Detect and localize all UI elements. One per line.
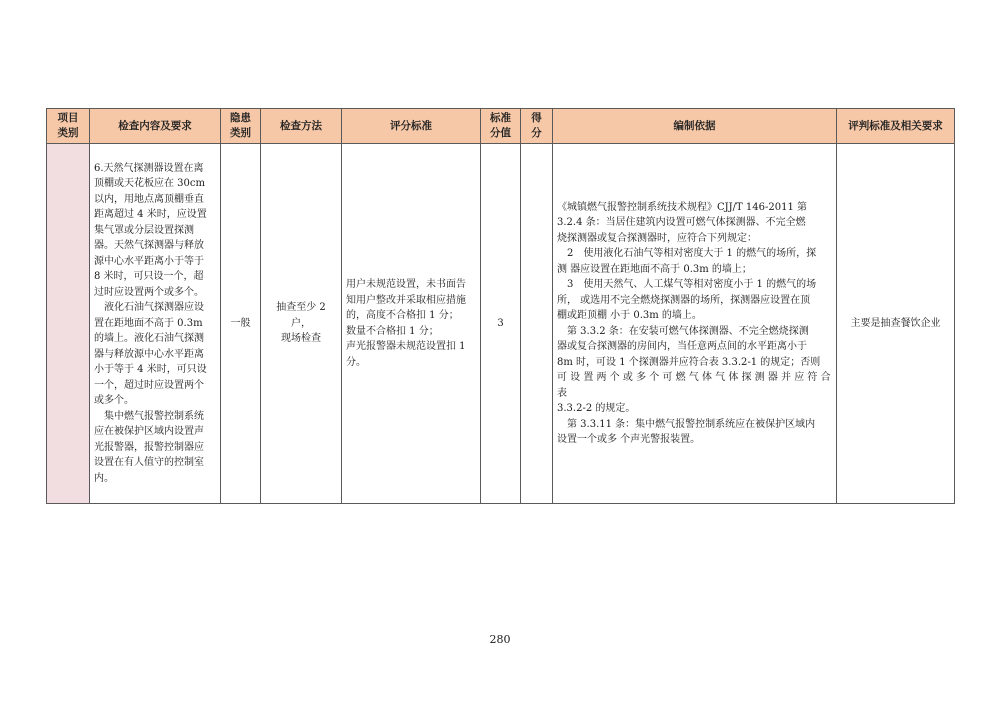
content-cell (90, 144, 221, 504)
category-cell (47, 144, 90, 504)
criteria-text: 用户未规范设置，未书面告 知用户整改并采取相应措施 的，高度不合格扣 1 分； 数量不合格扣 1 分； 声光报警器未规范设置扣 1 分。 (346, 279, 466, 368)
judge-cell: 主要是抽查餐饮企业 (837, 144, 955, 504)
header-content: 检查内容及要求 (90, 109, 221, 144)
basis-paragraph-2: 2 使用液化石油气等相对密度大于 1 的燃气的场所，探 测 器应设置在距地面不高于 0.3m 的墙上； (557, 248, 817, 275)
score-cell (521, 144, 553, 504)
header-hazard: 隐患 类别 (221, 109, 261, 144)
content-paragraph-natural-gas: 6.天然气探测器设置在离 顶棚或天花板应在 30cm 以内，用地点离顶棚垂直 距离超过 4 米时，应设置 集气罩或分层设置探测 器。天然气探测器与释放 源中心水平距离小于等于 8 米时，可只设一个，超 过时应设置两个或多个。 (94, 162, 207, 298)
page-number: 280 (489, 633, 511, 646)
criteria-cell (342, 144, 481, 504)
basis-paragraph-1: 《城镇燃气报警控制系统技术规程》CJJ/T 146-2011 第 3.2.4 条：当居住建筑内设置可燃气体探测器、不完全燃 烧探测器或复合探测器时，应符合下列规定： (557, 201, 807, 244)
basis-paragraph-4: 第 3.3.2 条：在安装可燃气体探测器、不完全燃烧探测 器或复合探测器的房间内，当任意两点间的水平距离小于 8m 时，可设 1 个探测器并应符合表 3.3.2-1 的规定；否则 可 设 置 两 个 或 多 个 可 燃 气 体 气 体 探 测 器 并 应 符 合 表 3.3.2-2 的规定。 (557, 325, 831, 414)
table-header-row (47, 109, 955, 144)
method-cell: 抽查至少 2 户， 现场检查 (261, 144, 342, 504)
header-method: 检查方法 (261, 109, 342, 144)
inspection-table (46, 108, 955, 504)
header-standard: 标准 分值 (481, 109, 521, 144)
content-paragraph-lpg: 液化石油气探测器应设 置在距地面不高于 0.3m 的墙上。液化石油气探测 器与释放源中心水平距离 小于等于 4 米时，可只设 一个，超过时应设置两个 或多个。 (94, 302, 207, 407)
header-category: 项目 类别 (47, 109, 90, 144)
header-judge: 评判标准及相关要求 (837, 109, 955, 144)
basis-paragraph-5: 第 3.3.11 条：集中燃气报警控制系统应在被保护区域内 设置一个或多 个声光警报装置。 (557, 418, 816, 445)
header-criteria: 评分标准 (342, 109, 481, 144)
header-basis: 编制依据 (553, 109, 837, 144)
header-score: 得 分 (521, 109, 553, 144)
table-row (47, 144, 955, 504)
basis-cell (553, 144, 837, 504)
basis-paragraph-3: 3 使用天然气、人工煤气等相对密度小于 1 的燃气的场 所， 或选用不完全燃烧探测器的场所，探测器应设置在顶 棚或距顶棚 小于 0.3m 的墙上。 (557, 279, 817, 321)
standard-score-cell: 3 (481, 144, 521, 504)
hazard-cell: 一般 (221, 144, 261, 504)
content-paragraph-alarm-system: 集中燃气报警控制系统 应在被保护区域内设置声 光报警器，报警控制器应 设置在有人值守的控制室 内。 (94, 410, 204, 484)
